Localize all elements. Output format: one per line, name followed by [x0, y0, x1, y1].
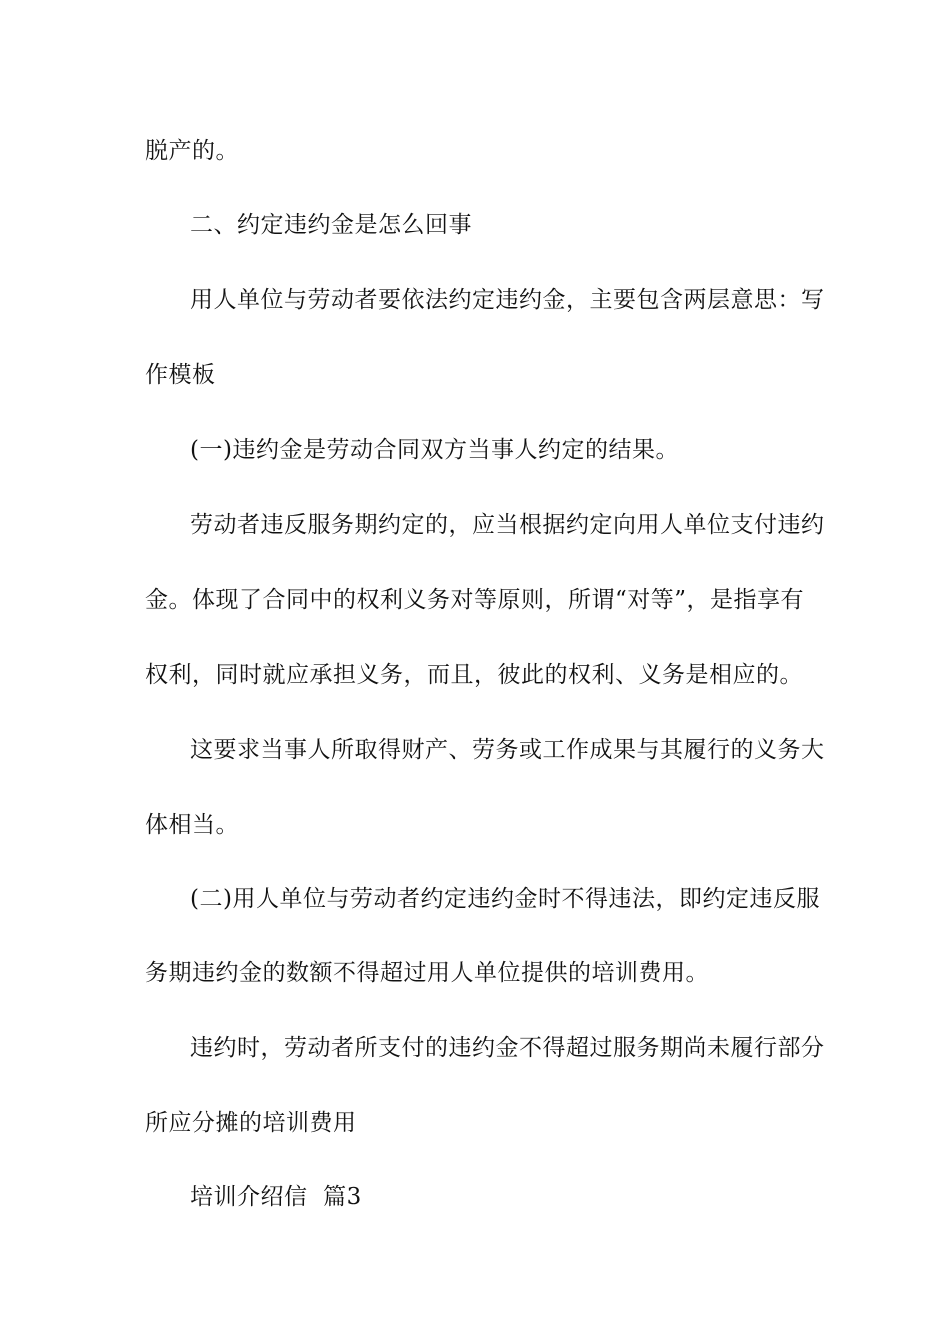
text-line: 权利，同时就应承担义务，而且，彼此的权利、义务是相应的。: [145, 662, 803, 688]
text-line: 违约时，劳动者所支付的违约金不得超过服务期尚未履行部分: [190, 1035, 825, 1061]
text-line: 脱产的。: [145, 138, 239, 164]
text-line: (一)违约金是劳动合同双方当事人约定的结果。: [190, 437, 679, 463]
text-line: 作模板: [145, 362, 216, 388]
text-line: 劳动者违反服务期约定的，应当根据约定向用人单位支付违约: [190, 512, 825, 538]
text-line: 金。体现了合同中的权利义务对等原则，所谓“对等”，是指享有: [145, 587, 805, 613]
text-line: 用人单位与劳动者要依法约定违约金，主要包含两层意思：写: [190, 287, 825, 313]
text-line: 所应分摊的培训费用: [145, 1110, 357, 1136]
section-heading: 培训介绍信 篇3: [190, 1184, 362, 1210]
text-line: 这要求当事人所取得财产、劳务或工作成果与其履行的义务大: [190, 737, 825, 763]
section-heading: 二、约定违约金是怎么回事: [190, 212, 472, 238]
text-line: (二)用人单位与劳动者约定违约金时不得违法，即约定违反服: [190, 886, 820, 912]
text-line: 务期违约金的数额不得超过用人单位提供的培训费用。: [145, 960, 709, 986]
text-line: 体相当。: [145, 812, 239, 838]
